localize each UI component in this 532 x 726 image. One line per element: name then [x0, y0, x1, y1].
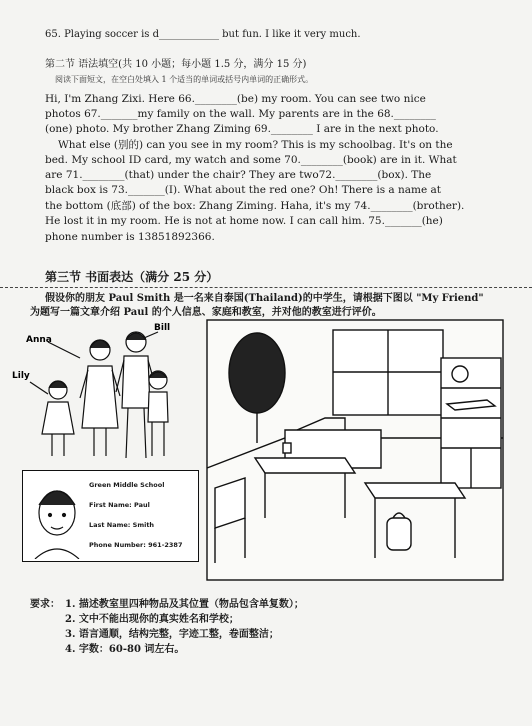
passage-line: (one) photo. My brother Zhang Ziming 69.________ I are in the next photo.: [45, 123, 439, 135]
family-label: Anna: [26, 335, 52, 345]
boy-portrait: [27, 471, 87, 559]
passage-line: the bottom (底部) of the box: Zhang Ziming. Haha, it's my 74.________(brother).: [45, 200, 465, 212]
passage-line: are 71.________(that) under the chair? They are two72.________(box). The: [45, 169, 432, 181]
task-line: 为题写一篇文章介绍 Paul 的个人信息、家庭和教室，并对他的教室进行评价。: [30, 307, 382, 318]
requirement-item: 3. 语言通顺，结构完整，字迹工整，卷面整洁；: [65, 629, 279, 640]
card-first-name: First Name: Paul: [89, 501, 150, 509]
passage-line: bed. My school ID card, my watch and some 70.________(book) are in it. What: [45, 154, 457, 166]
card-phone: Phone Number: 961-2387: [89, 541, 183, 549]
divider: [0, 287, 532, 288]
passage-line: He lost it in my room. He is not at home now. I can call him. 75._______(he): [45, 215, 443, 227]
family-illustration: [8, 318, 198, 468]
passage-line: phone number is 13851892366.: [45, 231, 215, 243]
requirement-item: 1. 描述教室里四种物品及其位置（物品包含单复数）；: [65, 599, 304, 610]
section2-title: 第二节 语法填空(共 10 小题；每小题 1.5 分，满分 15 分): [45, 59, 307, 70]
passage-line: black box is 73._______(I). What about the red one? Oh! There is a name at: [45, 184, 442, 196]
requirement-item: 4. 字数：60-80 词左右。: [65, 644, 185, 655]
task-line: 假设你的朋友 Paul Smith 是一名来自泰国(Thailand)的中学生，请根据下图以 "My Friend": [45, 293, 484, 304]
family-label: Bill: [154, 323, 171, 333]
section2-instruction: 阅读下面短文，在空白处填入 1 个适当的单词或括号内单词的正确形式。: [55, 75, 314, 84]
card-last-name: Last Name: Smith: [89, 521, 155, 529]
classroom-illustration: [205, 318, 505, 583]
passage-line: photos 67._______my family on the wall. My parents are in the 68.________: [45, 108, 436, 120]
requirements-label: 要求：: [30, 599, 60, 610]
family-label: Lily: [12, 371, 30, 381]
question-65: 65. Playing soccer is d____________ but fun. I like it very much.: [45, 29, 361, 40]
requirement-item: 2. 文中不能出现你的真实姓名和学校；: [65, 614, 239, 625]
student-id-card: [22, 470, 199, 562]
passage-line: Hi, I'm Zhang Zixi. Here 66.________(be) my room. You can see two nice: [45, 93, 426, 105]
section3-title: 第三节 书面表达（满分 25 分）: [45, 270, 219, 284]
card-school: Green Middle School: [89, 481, 165, 489]
passage-line: What else (别的) can you see in my room? This is my schoolbag. It's on the: [58, 139, 453, 151]
